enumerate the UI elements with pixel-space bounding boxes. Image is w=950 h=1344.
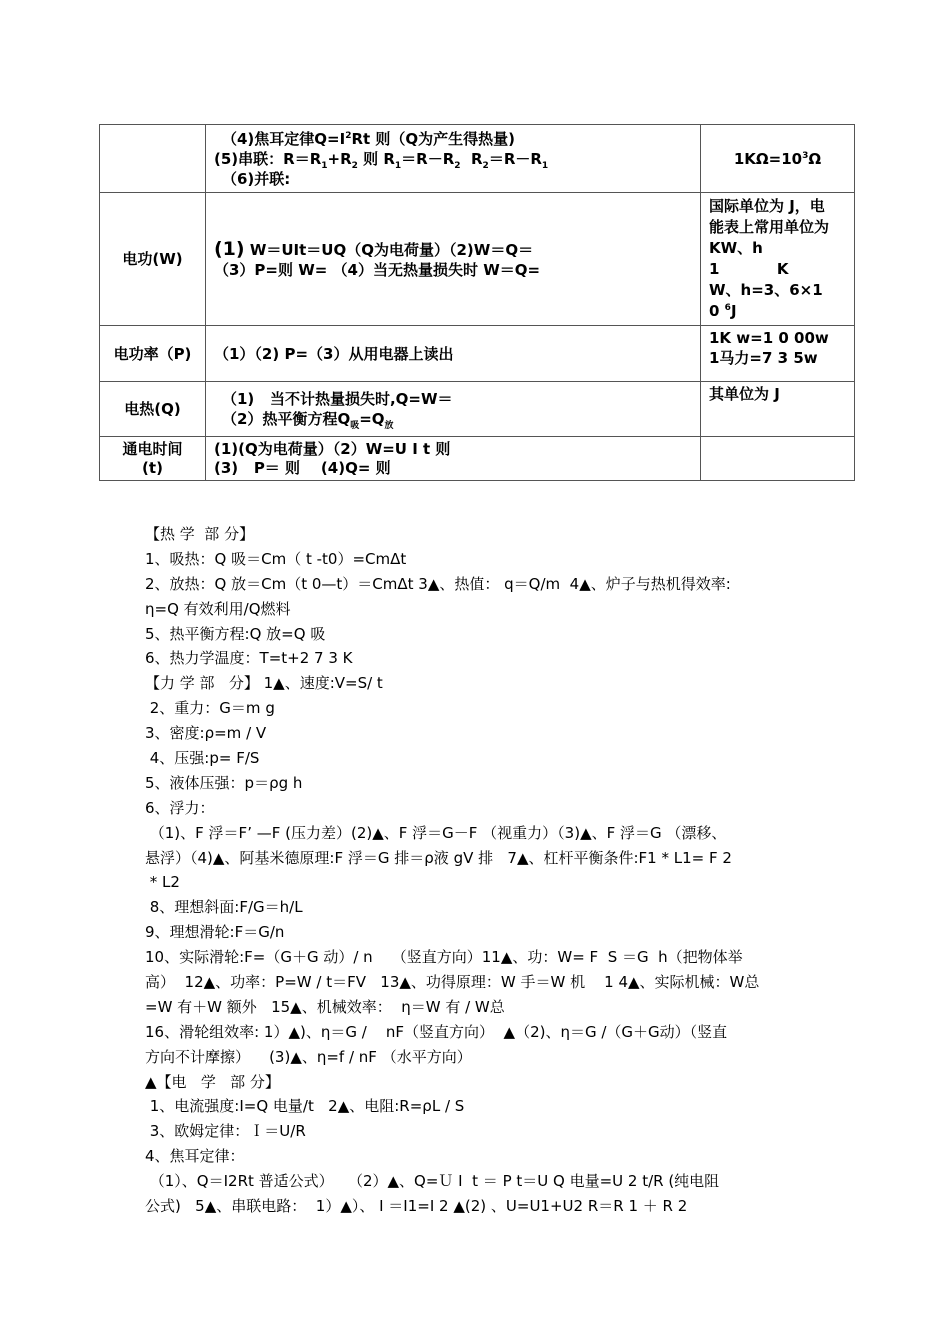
notes-line: 16、滑轮组效率: 1）▲)、η＝G / nF（竖直方向） ▲（2)、η＝G /（G＋G动）（竖直 (145, 1022, 728, 1041)
formula-table (99, 124, 855, 481)
note-line: 1马力=7 3 5w (709, 349, 818, 367)
notes-line: （1）、Q＝I2Rt 普适公式） （2）▲、Q=Ｕ I t ＝ P t＝U Q 电量=U 2 t/R (纯电阻 (145, 1172, 720, 1191)
note-line: W、h=3、6×1 (709, 281, 823, 299)
note-line: 能表上常用单位为 (709, 218, 830, 236)
note-line: 0 $^6$J (709, 302, 737, 320)
notes-line: 方向不计摩擦） (3)▲、η=f / nF （水平方向） (145, 1047, 472, 1066)
formula-line: （3）P=则 W= （4）当无热量损失时 W＝Q= (214, 260, 541, 279)
notes-line: 公式) 5▲、串联电路： 1）▲）、 I ＝I1=I 2 ▲(2) 、U=U1+U2 R＝R 1 ＋ R 2 (145, 1197, 688, 1216)
table-row (100, 125, 855, 193)
formula-cell (206, 382, 701, 437)
table-row (100, 382, 855, 437)
note-cell: $1K\Omega=10^3\Omega$ (701, 125, 855, 193)
notes-line: * L2 (145, 873, 180, 892)
quantity-cell (100, 125, 206, 193)
formula-line: (3) P＝ 则 (4)Q= 则 (214, 458, 391, 477)
notes-line: 9、理想滑轮:F＝G/n (145, 923, 285, 942)
note-cell (701, 326, 855, 382)
notes-line: 10、实际滑轮:F=（G＋G 动）/ n （竖直方向）11▲、功：W= F S ＝G h（把物体举 (145, 948, 743, 967)
notes-line: 8、理想斜面:F/G＝h/L (145, 898, 303, 917)
notes-line: 高） 12▲、功率：P=W / t＝FV 13▲、功得原理：W 手＝W 机 1 4▲、实际机械：W总 (145, 973, 760, 992)
formula-cell (206, 125, 701, 193)
notes-line: 2、放热：Q 放＝Cm（t 0—t）＝CmΔt 3▲、热值： q＝Q/m 4▲、炉子与热机得效率: (145, 574, 731, 593)
formula-cell (206, 437, 701, 481)
formula-line: (1)(Q为电荷量）（2）W=U I t 则 (214, 439, 451, 458)
note-cell: 其单位为 J (701, 382, 855, 437)
formula-line: (1) W＝UIt＝UQ（Q为电荷量）（2)W＝Q＝ (214, 237, 534, 260)
formula-line: （2）热平衡方程$Q_吸=Q_放$ (222, 410, 394, 431)
notes-line: 悬浮）（4)▲、阿基米德原理:F 浮＝G 排＝ρ液 gV 排 7▲、杠杆平衡条件:F1 * L1= F 2 (145, 848, 732, 867)
quantity-cell: 电功率（P) (100, 326, 206, 382)
notes-line: 【热 学 部 分】 (145, 525, 255, 543)
formula-line: （1）（2) P=（3）从用电器上读出 (214, 344, 454, 363)
notes-line: 1、电流强度:I=Q 电量/t 2▲、电阻:R=ρL / S (145, 1097, 465, 1116)
table-row (100, 326, 855, 382)
notes-line: 5、热平衡方程:Q 放=Q 吸 (145, 624, 326, 643)
note-line: KW、h (709, 239, 763, 257)
notes-line: 3、欧姆定律：Ｉ＝U/R (145, 1122, 306, 1141)
notes-line: 6、浮力： (145, 798, 215, 817)
note-cell (701, 193, 855, 326)
formula-line: （4)焦耳定律$Q=I^2Rt$ 则（Q为产生得热量) (222, 129, 516, 148)
formula-cell (206, 193, 701, 326)
formula-cell (206, 326, 701, 382)
notes-line: 3、密度:ρ=m / V (145, 724, 267, 743)
formula-line: （6)并联: (222, 169, 291, 188)
notes-line: =W 有＋W 额外 15▲、机械效率： η＝W 有 / W总 (145, 997, 505, 1016)
quantity-cell (100, 437, 206, 481)
table-row (100, 193, 855, 326)
notes-line: 1、吸热：Q 吸＝Cm（ t -t0）=CmΔt (145, 549, 407, 568)
formula-line: (5)串联：$R=R_1+R_2$ 则 $R_1=R-R_2$ $R_2=R-R_1$ (214, 149, 549, 171)
note-line: 1K w=1 0 00w (709, 329, 829, 347)
notes-line: η=Q 有效利用/Q燃料 (145, 599, 291, 618)
notes-line: ▲【电 学 部 分】 (145, 1072, 280, 1091)
quantity-line: 通电时间 (122, 439, 183, 458)
notes-line: （1)、F 浮＝F’ —F (压力差）(2)▲、F 浮＝G－F （视重力）（3)▲、F 浮＝G （漂移、 (145, 823, 727, 842)
note-cell (701, 437, 855, 481)
notes-line: 5、液体压强：p＝ρg h (145, 773, 303, 792)
note-line: 国际单位为 J，电 (709, 197, 825, 215)
formula-line: （1) 当不计热量损失时,Q=W＝ (222, 390, 453, 408)
quantity-cell: 电功(W) (100, 193, 206, 326)
notes-line: 4、压强:p= F/S (145, 749, 260, 768)
notes-line: 2、重力：G＝m g (145, 699, 275, 718)
formula-notes (145, 522, 805, 1219)
notes-line: 4、焦耳定律： (145, 1147, 245, 1166)
quantity-cell: 电热(Q) (100, 382, 206, 437)
note-line: 1 K (709, 260, 789, 278)
notes-line: 6、热力学温度：T=t+2 7 3 K (145, 649, 353, 668)
notes-line: 【力 学 部 分】 1▲、速度:V=S/ t (145, 674, 383, 693)
table-row (100, 437, 855, 481)
quantity-line: (t) (142, 458, 163, 477)
